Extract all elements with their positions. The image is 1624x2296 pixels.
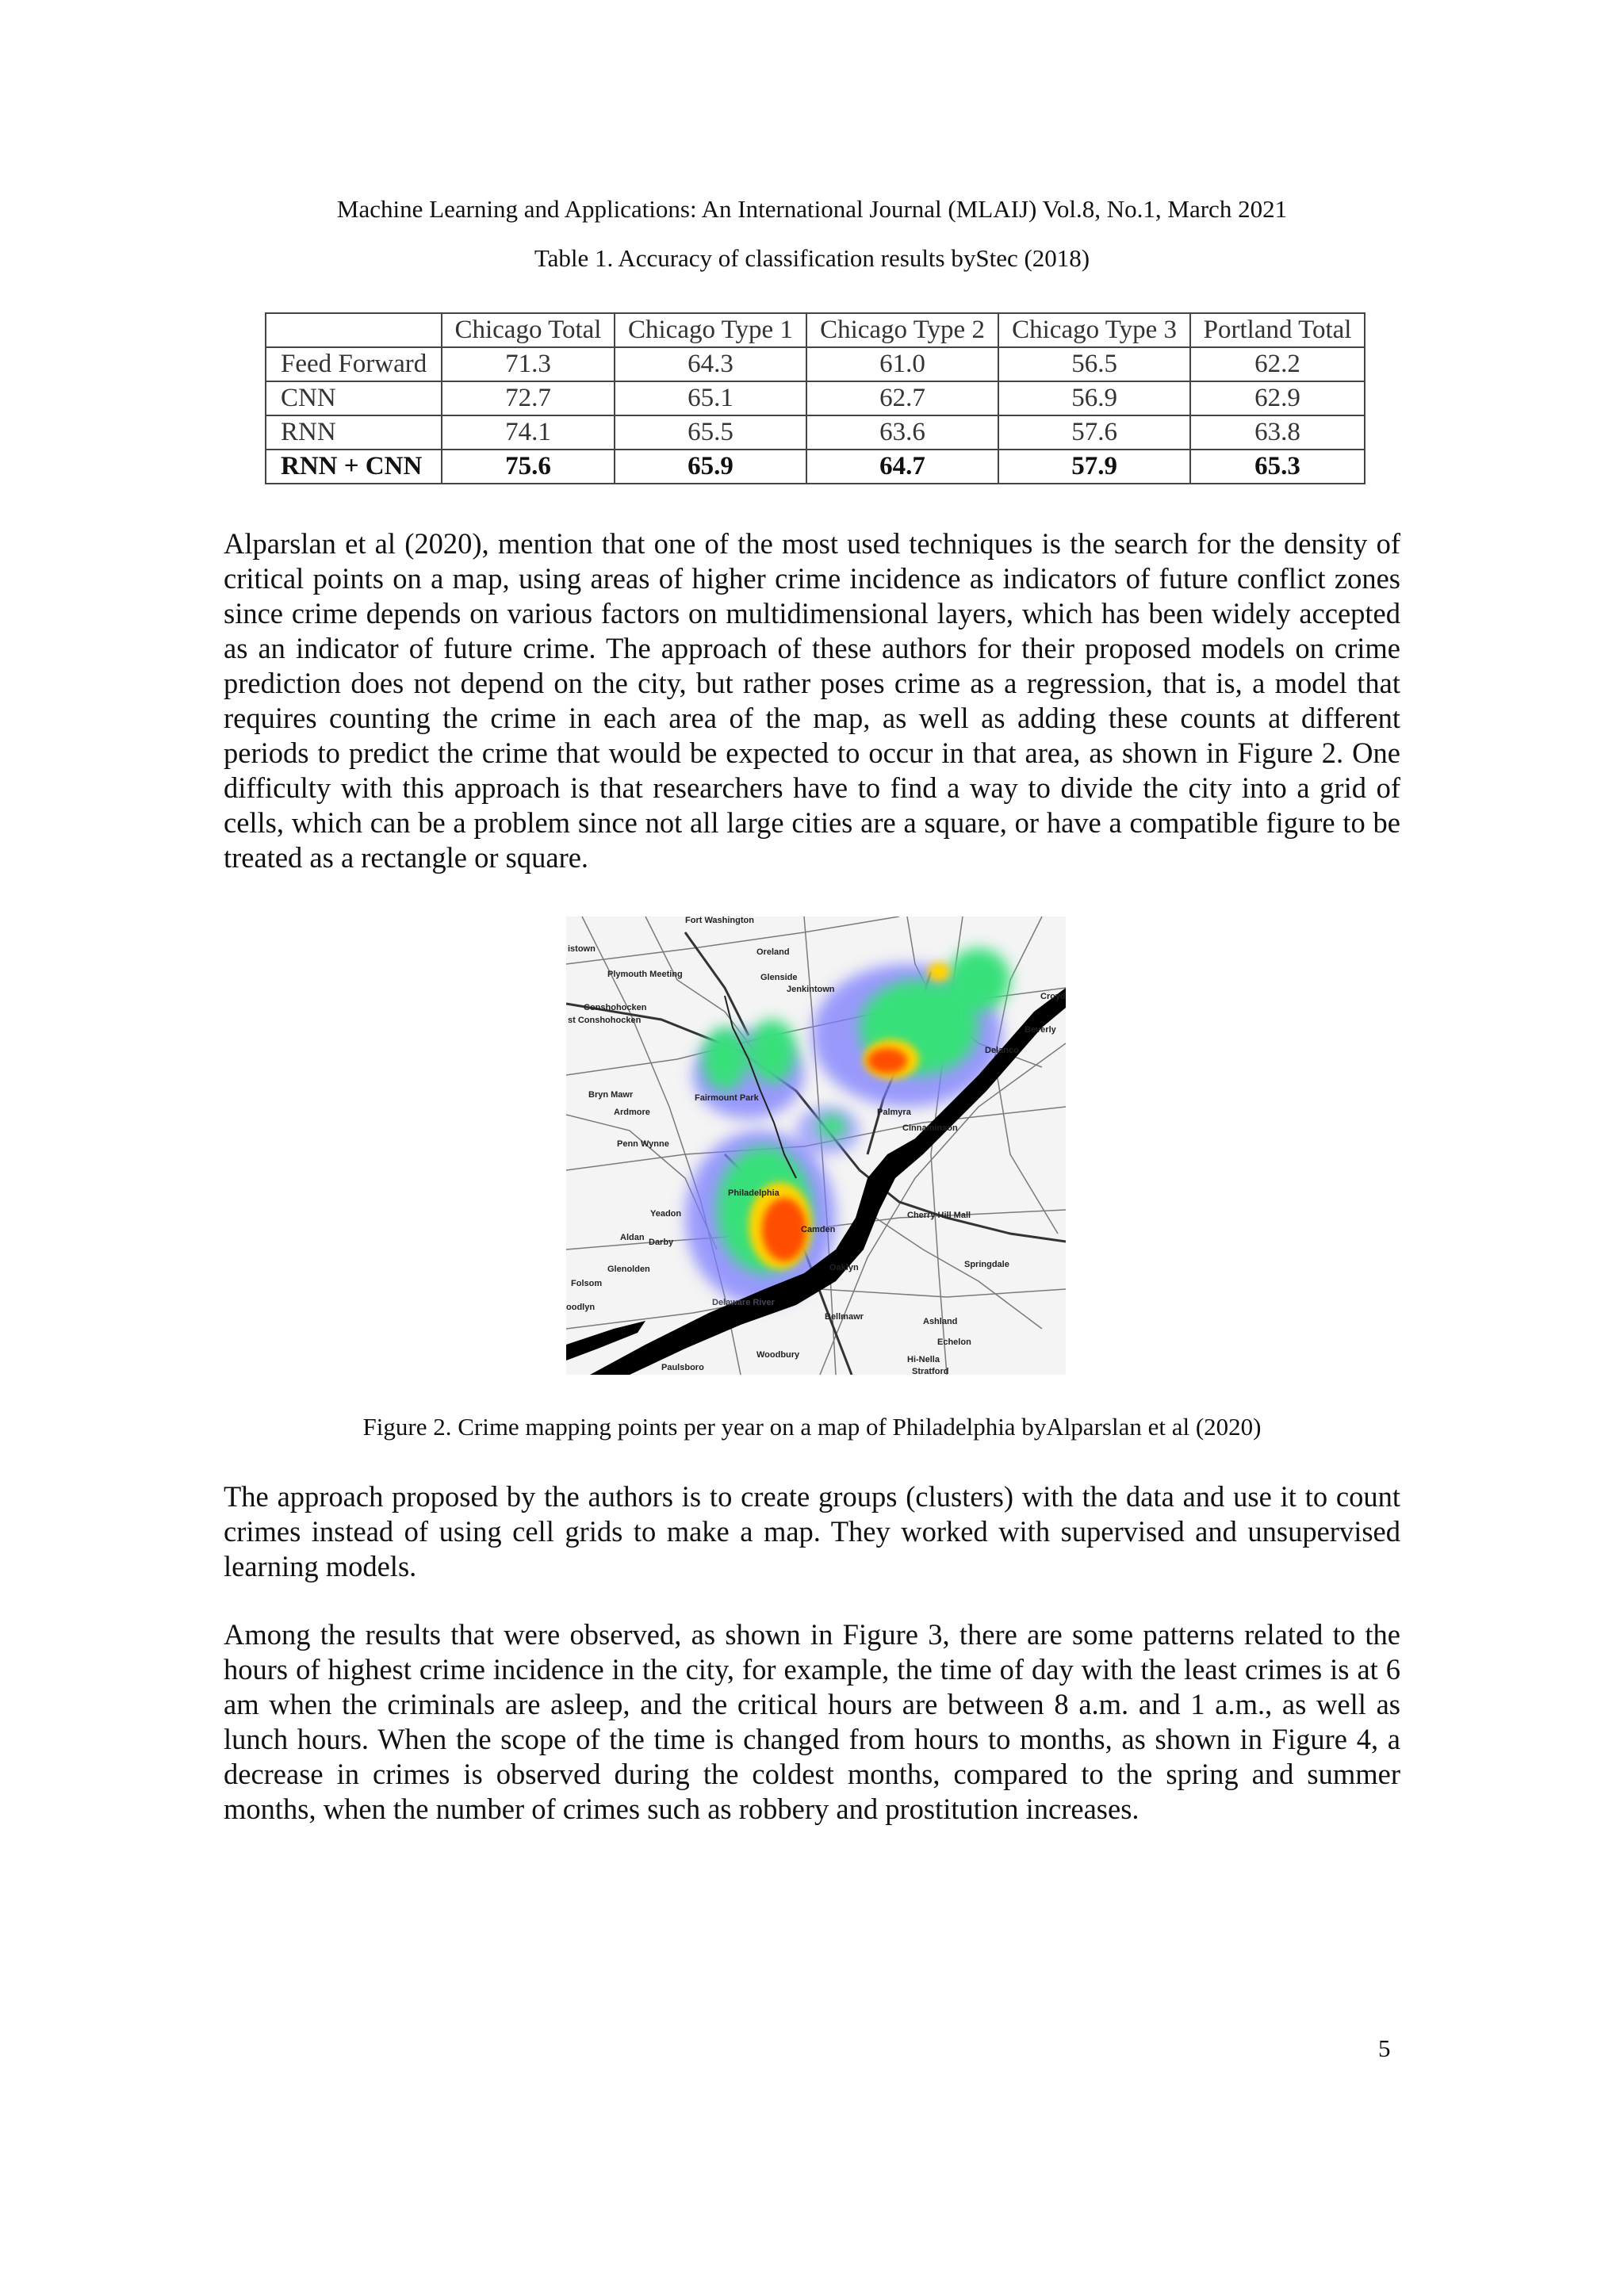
table-cell: 57.6 [998, 415, 1190, 450]
table-cell: 56.5 [998, 347, 1190, 381]
table-row [266, 347, 1365, 381]
map-label: Oaklyn [829, 1263, 859, 1272]
table-cell: 62.2 [1190, 347, 1365, 381]
map-label: Ardmore [614, 1108, 650, 1117]
map-label: Glenolden [607, 1265, 650, 1274]
table-cell: 65.5 [615, 415, 806, 450]
table-cell: 56.9 [998, 381, 1190, 415]
map-label: istown [568, 944, 596, 954]
map-label: Aldan [620, 1233, 645, 1242]
map-label: Conshohocken [584, 1003, 647, 1012]
map-label: Fairmount Park [695, 1093, 759, 1103]
map-label: Jenkintown [787, 985, 835, 994]
map-label: Yeadon [650, 1209, 682, 1219]
row-label: RNN + CNN [266, 450, 442, 484]
journal-header: Machine Learning and Applications: An International Journal (MLAIJ) Vol.8, No.1, March 2021 [336, 195, 1288, 223]
map-label: Croyd [1040, 992, 1066, 1001]
table-row [266, 415, 1365, 450]
table-cell: 74.1 [442, 415, 615, 450]
table-header-cell: Portland Total [1190, 313, 1365, 347]
row-label: RNN [266, 415, 442, 450]
row-label: Feed Forward [266, 347, 442, 381]
map-label: Echelon [937, 1337, 971, 1347]
table-row [266, 381, 1365, 415]
table-header-cell [266, 313, 442, 347]
table-cell: 75.6 [442, 450, 615, 484]
map-label: oodlyn [566, 1303, 596, 1312]
body-paragraph: The approach proposed by the authors is to create groups (clusters) with the data and use it to count crimes instead of using cell grids to make a map. They worked with supervised and unsupervised learning models. [224, 1480, 1400, 1582]
map-label: Oreland [756, 947, 790, 957]
map-label: Fort Washington [685, 916, 754, 925]
table-header-cell: Chicago Type 2 [806, 313, 998, 347]
body-paragraph: Among the results that were observed, as shown in Figure 3, there are some patterns related to the hours of highest crime incidence in the city, for example, the time of day with the least crimes is at 6 am when the criminals are asleep, and the critical hours are between 8 a.m. and 1 a.m., as well as lunch hours. When the scope of the time is changed from hours to months, as shown in Figure 4, a decrease in crimes is observed during the coldest months, compared to the spring and summer months, when the number of crimes such as robbery and prostitution increases. [224, 1618, 1400, 1825]
map-label: Glenside [760, 973, 798, 982]
map-label: Beverly [1025, 1025, 1056, 1035]
row-label: CNN [266, 381, 442, 415]
table-row [266, 450, 1365, 484]
map-label: Camden [801, 1225, 836, 1234]
map-label: Bryn Mawr [588, 1090, 634, 1100]
map-label: Ashland [923, 1317, 958, 1326]
map-label: Hi-Nella [907, 1355, 940, 1364]
table-cell: 72.7 [442, 381, 615, 415]
map-label: st Conshohocken [568, 1016, 642, 1025]
map-label: Paulsboro [661, 1363, 704, 1372]
table-cell: 63.8 [1190, 415, 1365, 450]
map-label: Palmyra [877, 1108, 911, 1117]
table-cell: 62.9 [1190, 381, 1365, 415]
table-cell: 63.6 [806, 415, 998, 450]
map-label: Woodbury [756, 1350, 800, 1360]
map-label: Folsom [571, 1279, 603, 1288]
table-cell: 57.9 [998, 450, 1190, 484]
map-label: Bellmawr [825, 1312, 864, 1322]
table-header-cell: Chicago Total [442, 313, 615, 347]
table-cell: 64.3 [615, 347, 806, 381]
table-cell: 62.7 [806, 381, 998, 415]
table-cell: 61.0 [806, 347, 998, 381]
map-label: Penn Wynne [617, 1139, 669, 1149]
table-cell: 71.3 [442, 347, 615, 381]
map-label: Stratford [912, 1367, 949, 1375]
map-label: Darby [649, 1238, 674, 1247]
map-label: Plymouth Meeting [607, 970, 683, 979]
figure-caption: Figure 2. Crime mapping points per year on a map of Philadelphia byAlparslan et al (2020) [362, 1413, 1262, 1441]
table-header-cell: Chicago Type 1 [615, 313, 806, 347]
map-label: Springdale [964, 1260, 1009, 1269]
results-table [265, 312, 1365, 484]
table-caption: Table 1. Accuracy of classification results byStec (2018) [534, 244, 1090, 272]
table-cell: 65.3 [1190, 450, 1365, 484]
table-cell: 65.9 [615, 450, 806, 484]
map-label: Delaware River [712, 1298, 775, 1307]
page-number: 5 [1378, 2034, 1391, 2062]
map-label: Delanco [985, 1046, 1019, 1055]
philadelphia-heatmap-figure [566, 916, 1066, 1375]
table-header-row [266, 313, 1365, 347]
map-label: Philadelphia [728, 1188, 779, 1198]
table-header-cell: Chicago Type 3 [998, 313, 1190, 347]
table-cell: 65.1 [615, 381, 806, 415]
map-label: Cherry Hill Mall [907, 1211, 971, 1220]
map-label: Cinnaminson [902, 1123, 958, 1133]
body-paragraph: Alparslan et al (2020), mention that one of the most used techniques is the search for the density of critical points on a map, using areas of higher crime incidence as indicators of future conflict zones since crime depends on various factors on multidimensional layers, which has been widely accepted as an indicator of future crime. The approach of these authors for their proposed models on crime prediction does not depend on the city, but rather poses crime as a regression, that is, a model that requires counting the crime in each area of the map, as well as adding these counts at different periods to predict the crime that would be expected to occur in that area, as shown in Figure 2. One difficulty with this approach is that researchers have to find a way to divide the city into a grid of cells, which can be a problem since not all large cities are a square, or have a compatible figure to be treated as a rectangle or square. [224, 527, 1400, 874]
table-cell: 64.7 [806, 450, 998, 484]
